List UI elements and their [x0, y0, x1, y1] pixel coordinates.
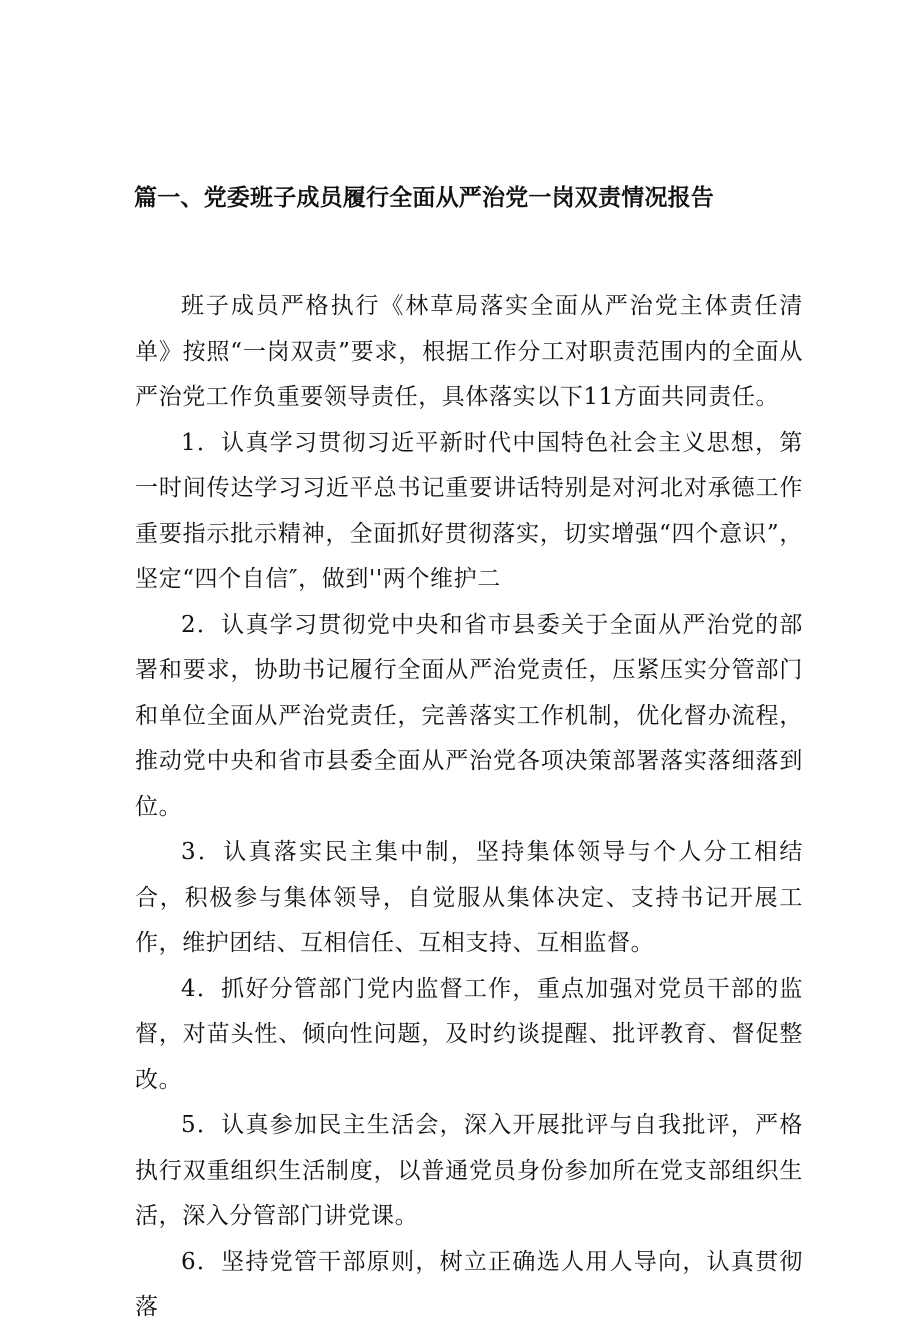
paragraph-item-6: 6．坚持党管干部原则，树立正确选人用人导向，认真贯彻落	[135, 1248, 803, 1320]
paragraph-item-3: 3．认真落实民主集中制，坚持集体领导与个人分工相结合，积极参与集体领导，自觉服从集体决定、支持书记开展工作，维护团结、互相信任、互相支持、互相监督。	[135, 839, 803, 956]
paragraph-item-2: 2．认真学习贯彻党中央和省市县委关于全面从严治党的部署和要求，协助书记履行全面从严治党责任，压紧压实分管部门和单位全面从严治党责任，完善落实工作机制，优化督办流程，推动党中央和省市县委全面从严治党各项决策部署落实落细落到位。	[135, 611, 803, 820]
paragraph-item-1: 1．认真学习贯彻习近平新时代中国特色社会主义思想，第一时间传达学习习近平总书记重要讲话特别是对河北对承德工作重要指示批示精神，全面抓好贯彻落实，切实增强“四个意识”，坚定“四个自信″，做到''两个维护二	[135, 429, 803, 592]
document-title: 篇一、党委班子成员履行全面从严治党一岗双责情况报告	[134, 185, 714, 211]
document-body	[135, 284, 803, 1331]
paragraph-intro: 班子成员严格执行《林草局落实全面从严治党主体责任清单》按照“一岗双责”要求，根据工作分工对职责范围内的全面从严治党工作负重要领导责任，具体落实以下11方面共同责任。	[135, 293, 803, 410]
paragraph-item-4: 4．抓好分管部门党内监督工作，重点加强对党员干部的监督，对苗头性、倾向性问题，及时约谈提醒、批评教育、督促整改。	[135, 975, 803, 1093]
paragraph-item-5: 5．认真参加民主生活会，深入开展批评与自我批评，严格执行双重组织生活制度，以普通党员身份参加所在党支部组织生活，深入分管部门讲党课。	[135, 1112, 803, 1229]
